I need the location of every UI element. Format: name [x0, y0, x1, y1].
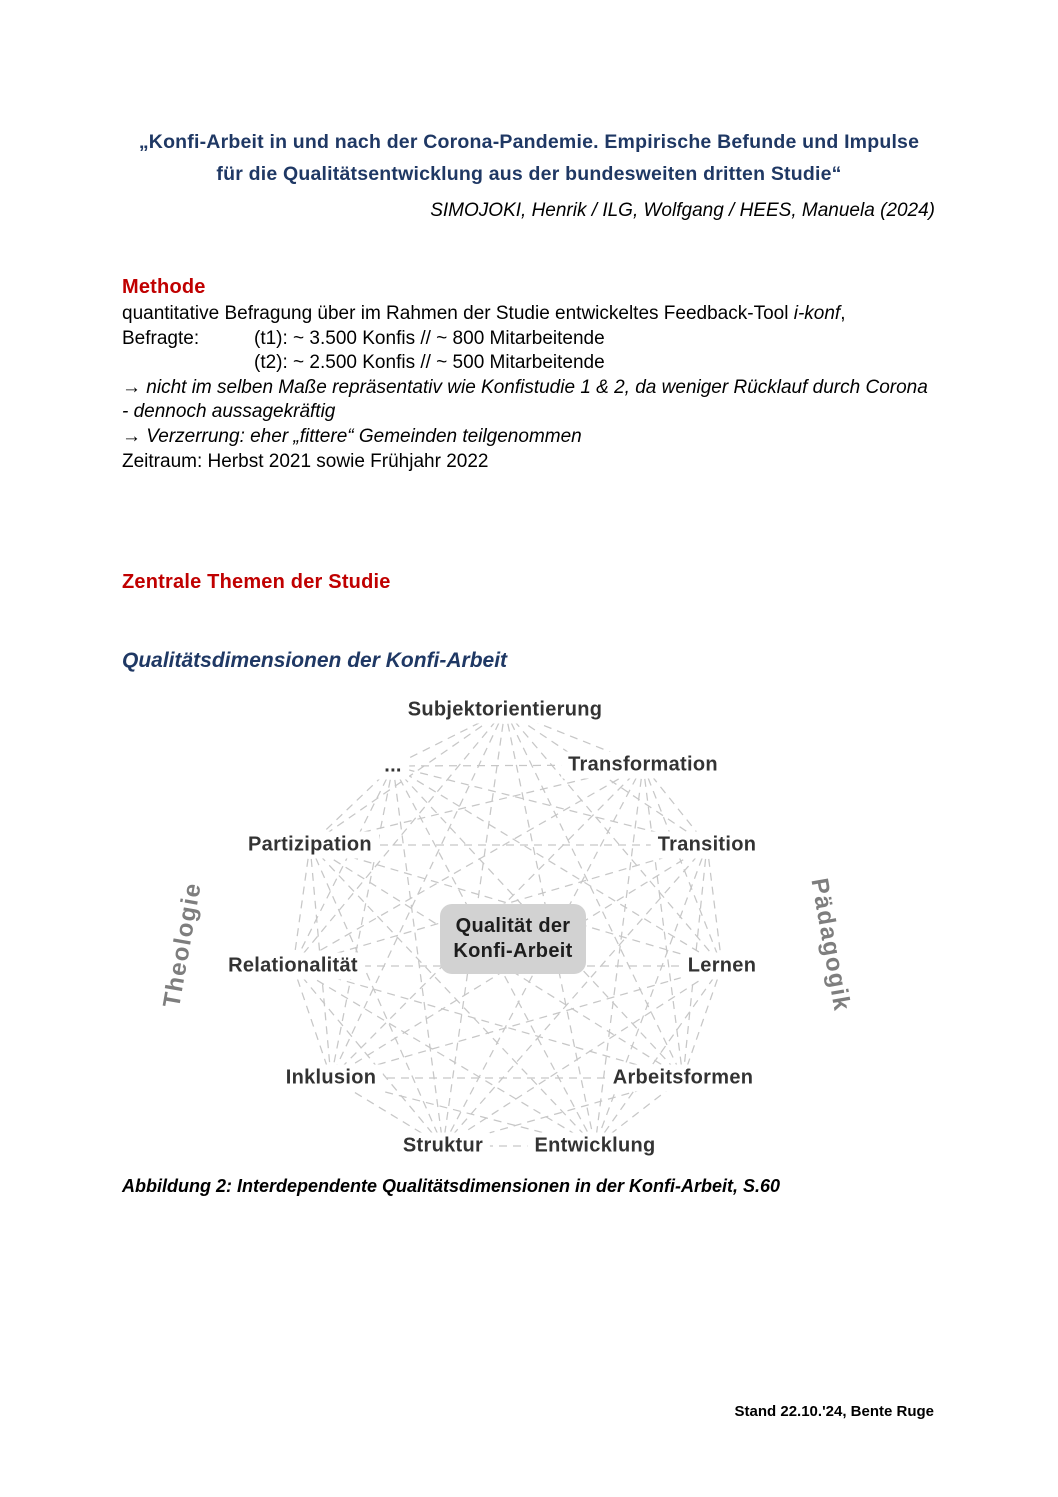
figure-caption: Abbildung 2: Interdependente Qualitätsdimensionen in der Konfi-Arbeit, S.60	[122, 1176, 781, 1196]
diagram-node-partizipation: Partizipation	[241, 832, 379, 859]
diagram-node-weitere: ...	[377, 753, 409, 780]
diagram-node-arbeitsformen: Arbeitsformen	[606, 1065, 761, 1092]
methode-note1: → nicht im selben Maße repräsentativ wie Konfistudie 1 & 2, da weniger Rücklauf durch Corona - dennoch aussagekräftig	[122, 376, 928, 423]
diagram-node-subjektorientierung: Subjektorientierung	[401, 697, 610, 724]
diagram-center-node	[440, 904, 586, 974]
methode-line1-pre: quantitative Befragung über im Rahmen der Studie entwickeltes Feedback-Tool	[122, 303, 794, 324]
heading-methode: Methode	[122, 276, 206, 298]
page-title-line2: für die Qualitätsentwicklung aus der bundesweiten dritten Studie“	[216, 163, 842, 185]
methode-befragte-t2: (t2): ~ 2.500 Konfis // ~ 500 Mitarbeitende	[254, 352, 605, 374]
methode-line1-post: ,	[840, 303, 846, 324]
page-title-line1: „Konfi-Arbeit in und nach der Corona-Pandemie. Empirische Befunde und Impulse	[138, 131, 920, 153]
methode-zeitraum: Zeitraum: Herbst 2021 sowie Frühjahr 2022	[122, 450, 489, 472]
center-node-line2: Konfi-Arbeit	[453, 940, 573, 962]
axis-label-theologie: Theologie	[158, 880, 207, 1010]
methode-line1-tool: i-konf	[793, 303, 841, 324]
heading-qualitaetsdimensionen: Qualitätsdimensionen der Konfi-Arbeit	[122, 649, 508, 672]
methode-befragte-t1	[122, 327, 934, 352]
footer-stand: Stand 22.10.'24, Bente Ruge	[734, 1403, 934, 1420]
heading-zentrale-themen: Zentrale Themen der Studie	[122, 571, 391, 593]
diagram-node-entwicklung: Entwicklung	[527, 1133, 662, 1160]
diagram-node-relationalitaet: Relationalität	[221, 953, 365, 980]
diagram-node-struktur: Struktur	[396, 1133, 490, 1160]
diagram-node-inklusion: Inklusion	[279, 1065, 383, 1092]
befragte-label: Befragte:	[122, 327, 200, 349]
axis-label-paedagogik: Pädagogik	[805, 876, 856, 1014]
quality-dimensions-diagram	[140, 693, 920, 1168]
center-node-line1: Qualität der	[455, 915, 571, 937]
methode-line1	[122, 302, 934, 327]
diagram-node-lernen: Lernen	[681, 953, 763, 980]
diagram-node-transformation: Transformation	[561, 752, 725, 779]
methode-note2: → Verzerrung: eher „fittere“ Gemeinden teilgenommen	[122, 425, 582, 447]
author-line: SIMOJOKI, Henrik / ILG, Wolfgang / HEES, Manuela (2024)	[430, 200, 935, 221]
diagram-node-transition: Transition	[651, 832, 764, 859]
methode-body	[122, 302, 934, 474]
befragte-t1: (t1): ~ 3.500 Konfis // ~ 800 Mitarbeitende	[254, 327, 605, 349]
page-title	[79, 126, 979, 190]
